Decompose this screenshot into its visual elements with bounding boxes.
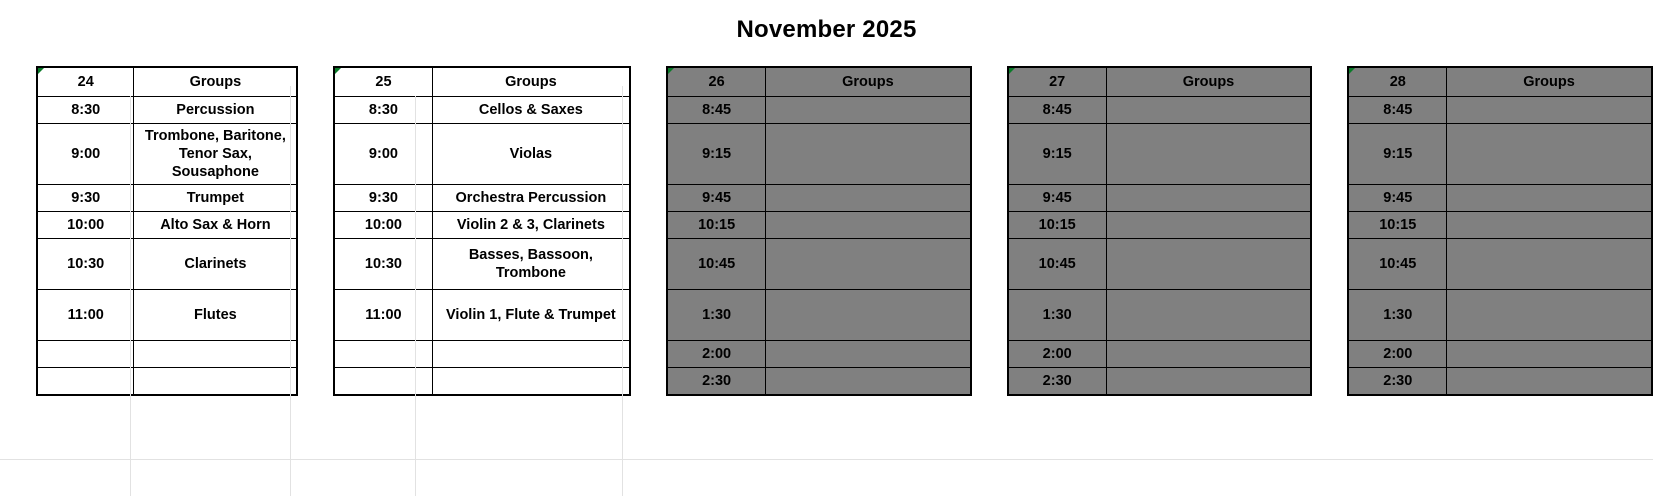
cell-group[interactable] — [1106, 124, 1311, 185]
cell-group[interactable] — [765, 368, 970, 396]
cell-time[interactable]: 9:30 — [37, 185, 134, 212]
cell-group[interactable]: Alto Sax & Horn — [134, 212, 297, 239]
table-row — [667, 290, 971, 341]
cell-group[interactable] — [1447, 124, 1652, 185]
cell-group[interactable]: Flutes — [134, 290, 297, 341]
cell-group[interactable] — [1447, 97, 1652, 124]
cell-group[interactable]: Trumpet — [134, 185, 297, 212]
table-row — [1348, 341, 1652, 368]
table-row — [667, 368, 971, 396]
cell-time[interactable]: 10:30 — [37, 239, 134, 290]
table-row — [1008, 124, 1312, 185]
cell-time[interactable]: 10:30 — [334, 239, 432, 290]
cell-time[interactable]: 9:00 — [37, 124, 134, 185]
table-row — [334, 212, 630, 239]
cell-group[interactable]: Violin 2 & 3, Clarinets — [432, 212, 630, 239]
table-row — [37, 124, 297, 185]
cell-group[interactable]: Cellos & Saxes — [432, 97, 630, 124]
table-header-row — [667, 67, 971, 97]
groups-header: Groups — [432, 67, 630, 97]
cell-time[interactable]: 8:45 — [1008, 97, 1106, 124]
table-header-row — [37, 67, 297, 97]
table-row — [1008, 341, 1312, 368]
cell-time[interactable]: 9:45 — [1348, 185, 1446, 212]
table-row — [334, 239, 630, 290]
table-row — [1348, 185, 1652, 212]
cell-group[interactable]: Violas — [432, 124, 630, 185]
table-row — [334, 124, 630, 185]
table-row — [667, 341, 971, 368]
cell-time[interactable]: 11:00 — [37, 290, 134, 341]
cell-group[interactable] — [765, 185, 970, 212]
cell-time[interactable]: 8:30 — [334, 97, 432, 124]
table-row — [334, 368, 630, 396]
table-row — [37, 212, 297, 239]
table-row — [1008, 239, 1312, 290]
cell-time[interactable]: 2:00 — [667, 341, 765, 368]
cell-time[interactable] — [37, 341, 134, 368]
cell-time[interactable]: 9:15 — [1348, 124, 1446, 185]
cell-group[interactable] — [1106, 368, 1311, 396]
cell-time[interactable]: 11:00 — [334, 290, 432, 341]
table-row — [334, 290, 630, 341]
table-row — [1348, 212, 1652, 239]
cell-time[interactable] — [334, 341, 432, 368]
table-header-row — [334, 67, 630, 97]
table-row — [37, 97, 297, 124]
table-row — [1348, 368, 1652, 396]
cell-group[interactable] — [134, 341, 297, 368]
cell-time[interactable]: 9:15 — [1008, 124, 1106, 185]
cell-group[interactable]: Percussion — [134, 97, 297, 124]
table-row — [334, 97, 630, 124]
cell-group[interactable]: Basses, Bassoon, Trombone — [432, 239, 630, 290]
cell-time[interactable]: 10:45 — [667, 239, 765, 290]
cell-time[interactable]: 9:15 — [667, 124, 765, 185]
groups-header: Groups — [1106, 67, 1311, 97]
cell-time[interactable]: 1:30 — [1348, 290, 1446, 341]
day-date-header[interactable]: 28 — [1348, 67, 1446, 97]
table-header-row — [1008, 67, 1312, 97]
day-table-24 — [36, 66, 298, 396]
cell-time[interactable]: 9:45 — [667, 185, 765, 212]
table-row — [667, 185, 971, 212]
cell-group[interactable] — [1106, 239, 1311, 290]
cell-group[interactable] — [1447, 290, 1652, 341]
cell-group[interactable] — [1447, 239, 1652, 290]
day-table-27 — [1007, 66, 1313, 396]
cell-time[interactable]: 10:15 — [1008, 212, 1106, 239]
cell-group[interactable] — [765, 124, 970, 185]
page-title: November 2025 — [736, 16, 917, 43]
cell-group[interactable] — [1447, 341, 1652, 368]
cell-group[interactable]: Orchestra Percussion — [432, 185, 630, 212]
cell-group[interactable]: Trombone, Baritone, Tenor Sax, Sousaphone — [134, 124, 297, 185]
table-row — [1008, 290, 1312, 341]
cell-time[interactable]: 9:45 — [1008, 185, 1106, 212]
cell-time[interactable]: 10:45 — [1008, 239, 1106, 290]
cell-group[interactable] — [1106, 290, 1311, 341]
day-date-header[interactable]: 26 — [667, 67, 765, 97]
table-row — [667, 212, 971, 239]
table-row — [1008, 368, 1312, 396]
cell-group[interactable] — [1447, 368, 1652, 396]
table-row — [334, 341, 630, 368]
cell-time[interactable]: 8:30 — [37, 97, 134, 124]
cell-group[interactable] — [765, 212, 970, 239]
cell-group[interactable] — [765, 341, 970, 368]
cell-group[interactable] — [432, 341, 630, 368]
table-row — [667, 239, 971, 290]
schedule-tables-row — [0, 66, 1653, 396]
cell-group[interactable]: Violin 1, Flute & Trumpet — [432, 290, 630, 341]
day-date-header[interactable]: 24 — [37, 67, 134, 97]
cell-time[interactable] — [37, 368, 134, 396]
table-row — [37, 239, 297, 290]
table-row — [1008, 97, 1312, 124]
table-row — [1348, 239, 1652, 290]
day-date-header[interactable]: 25 — [334, 67, 432, 97]
cell-group[interactable] — [1106, 185, 1311, 212]
cell-time[interactable]: 2:00 — [1008, 341, 1106, 368]
table-row — [1348, 97, 1652, 124]
cell-group[interactable] — [1106, 341, 1311, 368]
cell-group[interactable] — [765, 239, 970, 290]
groups-header: Groups — [1447, 67, 1652, 97]
cell-time[interactable]: 8:45 — [667, 97, 765, 124]
cell-group[interactable] — [1106, 97, 1311, 124]
cell-time[interactable]: 1:30 — [667, 290, 765, 341]
cell-group[interactable] — [1447, 212, 1652, 239]
table-row — [334, 185, 630, 212]
cell-time[interactable]: 9:00 — [334, 124, 432, 185]
cell-time[interactable]: 10:45 — [1348, 239, 1446, 290]
day-table-28 — [1347, 66, 1653, 396]
table-row — [37, 368, 297, 396]
day-table-25 — [333, 66, 631, 396]
table-row — [1348, 290, 1652, 341]
cell-time[interactable]: 2:30 — [1008, 368, 1106, 396]
cell-time[interactable]: 10:00 — [334, 212, 432, 239]
cell-time[interactable]: 2:30 — [667, 368, 765, 396]
cell-time[interactable]: 2:30 — [1348, 368, 1446, 396]
cell-group[interactable] — [765, 97, 970, 124]
cell-group[interactable]: Clarinets — [134, 239, 297, 290]
table-row — [667, 97, 971, 124]
table-row — [37, 185, 297, 212]
cell-group[interactable] — [432, 368, 630, 396]
cell-time[interactable] — [334, 368, 432, 396]
cell-time[interactable]: 9:30 — [334, 185, 432, 212]
table-header-row — [1348, 67, 1652, 97]
cell-time[interactable]: 10:15 — [1348, 212, 1446, 239]
cell-group[interactable] — [1447, 185, 1652, 212]
cell-time[interactable]: 8:45 — [1348, 97, 1446, 124]
table-row — [37, 341, 297, 368]
groups-header: Groups — [765, 67, 970, 97]
table-row — [667, 124, 971, 185]
cell-time[interactable]: 1:30 — [1008, 290, 1106, 341]
table-row — [1008, 212, 1312, 239]
cell-group[interactable] — [134, 368, 297, 396]
cell-time[interactable]: 2:00 — [1348, 341, 1446, 368]
cell-group[interactable] — [1106, 212, 1311, 239]
table-row — [37, 290, 297, 341]
day-date-header[interactable]: 27 — [1008, 67, 1106, 97]
cell-time[interactable]: 10:15 — [667, 212, 765, 239]
table-row — [1008, 185, 1312, 212]
cell-group[interactable] — [765, 290, 970, 341]
day-table-26 — [666, 66, 972, 396]
table-row — [1348, 124, 1652, 185]
cell-time[interactable]: 10:00 — [37, 212, 134, 239]
groups-header: Groups — [134, 67, 297, 97]
